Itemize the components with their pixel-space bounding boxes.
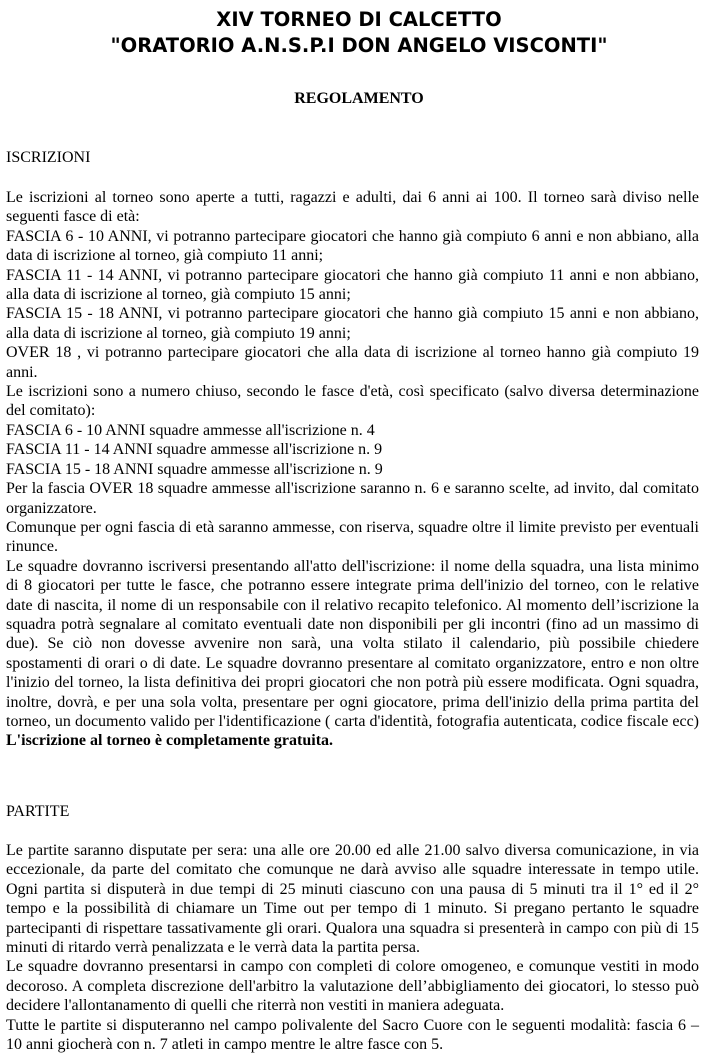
partite-body — [6, 841, 699, 1054]
iscrizioni-body — [6, 188, 699, 751]
section-heading-partite: PARTITE — [6, 803, 70, 820]
section-heading-iscrizioni: ISCRIZIONI — [6, 149, 91, 166]
paragraph: Le squadre dovranno presentarsi in campo con completi di colore omogeneo, e comunque vestiti in modo decoroso. A completa discrezione dell'arbitro la valutazione dell’abbigliamento dei giocatori, lo stesso può decidere l'allontanamento di quelli che riterrà non vestiti in maniera adeguata. — [6, 958, 699, 1015]
paragraph: Comunque per ogni fascia di età saranno ammesse, con riserva, squadre oltre il limite previsto per eventuali rinunce. — [6, 518, 699, 556]
paragraph: FASCIA 6 - 10 ANNI, vi potranno partecipare giocatori che hanno già compiuto 6 anni e non abbiano, alla data di iscrizione al torneo, già compiuto 11 anni; — [6, 227, 699, 265]
paragraph-text: Le squadre dovranno iscriversi presentando all'atto dell'iscrizione: il nome della squadra, una lista minimo di 8 giocatori per tutte le fasce, che potranno essere integrate prima dell'inizio del torneo, con le relative date di nascita, il nome di un responsabile con il relativo recapito telefonico. Al momento dell’iscrizione la squadra potrà segnalare al comitato eventuali date non disponibili per gli incontri (fino ad un massimo di due). Se ciò non dovesse avvenire non sarà, una volta stilato il calendario, più possibile chiedere spostamenti di orari o di date. Le squadre dovranno presentare al comitato organizzatore, entro e non oltre l'inizio del torneo, la lista definitiva dei propri giocatori che non potrà più essere modificata. Ogni squadra, inoltre, dovrà, e per una sola volta, presentare per ogni giocatore, prima dell'inizio della prima partita del torneo, un documento valido per l'identificazione ( carta d'identità, fotografia autenticata, codice fiscale ecc) — [6, 557, 699, 730]
paragraph: Le iscrizioni sono a numero chiuso, secondo le fasce d'età, così specificato (salvo diversa determinazione del comitato): — [6, 383, 699, 420]
paragraph: Tutte le partite si disputeranno nel campo polivalente del Sacro Cuore con le seguenti modalità: fascia 6 – 10 anni giocherà con n. 7 atleti in campo mentre le altre fasce con 5. — [6, 1016, 699, 1054]
paragraph: OVER 18 , vi potranno partecipare giocatori che alla data di iscrizione al torneo hanno già compiuto 19 anni. — [6, 344, 699, 381]
title-line-2: "ORATORIO A.N.S.P.I DON ANGELO VISCONTI" — [110, 34, 608, 57]
paragraph: FASCIA 15 - 18 ANNI, vi potranno partecipare giocatori che hanno già compiuto 15 anni e non abbiano, alla data di iscrizione al torneo, già compiuto 19 anni; — [6, 305, 699, 342]
paragraph — [6, 557, 699, 751]
document-title — [0, 7, 718, 59]
paragraph: FASCIA 11 - 14 ANNI squadre ammesse all'iscrizione n. 9 — [6, 441, 383, 459]
free-registration-note: L'iscrizione al torneo è completamente gratuita. — [6, 732, 334, 750]
paragraph: Le iscrizioni al torneo sono aperte a tutti, ragazzi e adulti, dai 6 anni ai 100. Il torneo sarà diviso nelle seguenti fasce di età: — [6, 189, 699, 226]
paragraph: FASCIA 15 - 18 ANNI squadre ammesse all'iscrizione n. 9 — [6, 460, 383, 478]
paragraph: Le partite saranno disputate per sera: una alle ore 20.00 ed alle 21.00 salvo diversa comunicazione, in via eccezionale, da parte del comitato che comunque ne darà avviso alle squadre interessate in tempo utile. Ogni partita si disputerà in due tempi di 25 minuti ciascuno con una pausa di 5 minuti tra il 1° ed il 2° tempo e la possibilità di chiamare un Time out per tempo di 1 minuto. Si pregano pertanto le squadre partecipanti di rispettare tassativamente gli orari. Qualora una squadra si presenterà in campo con più di 15 minuti di ritardo verrà penalizzata e le verrà data la partita persa. — [6, 842, 699, 957]
paragraph: FASCIA 11 - 14 ANNI, vi potranno partecipare giocatori che hanno già compiuto 11 anni e non abbiano, alla data di iscrizione al torneo, già compiuto 15 anni; — [6, 266, 699, 304]
paragraph: Per la fascia OVER 18 squadre ammesse all'iscrizione saranno n. 6 e saranno scelte, ad invito, dal comitato organizzatore. — [6, 480, 699, 517]
title-line-1: XIV TORNEO DI CALCETTO — [216, 8, 502, 31]
regolamento-heading: REGOLAMENTO — [294, 90, 424, 107]
paragraph: FASCIA 6 - 10 ANNI squadre ammesse all'iscrizione n. 4 — [6, 421, 375, 439]
